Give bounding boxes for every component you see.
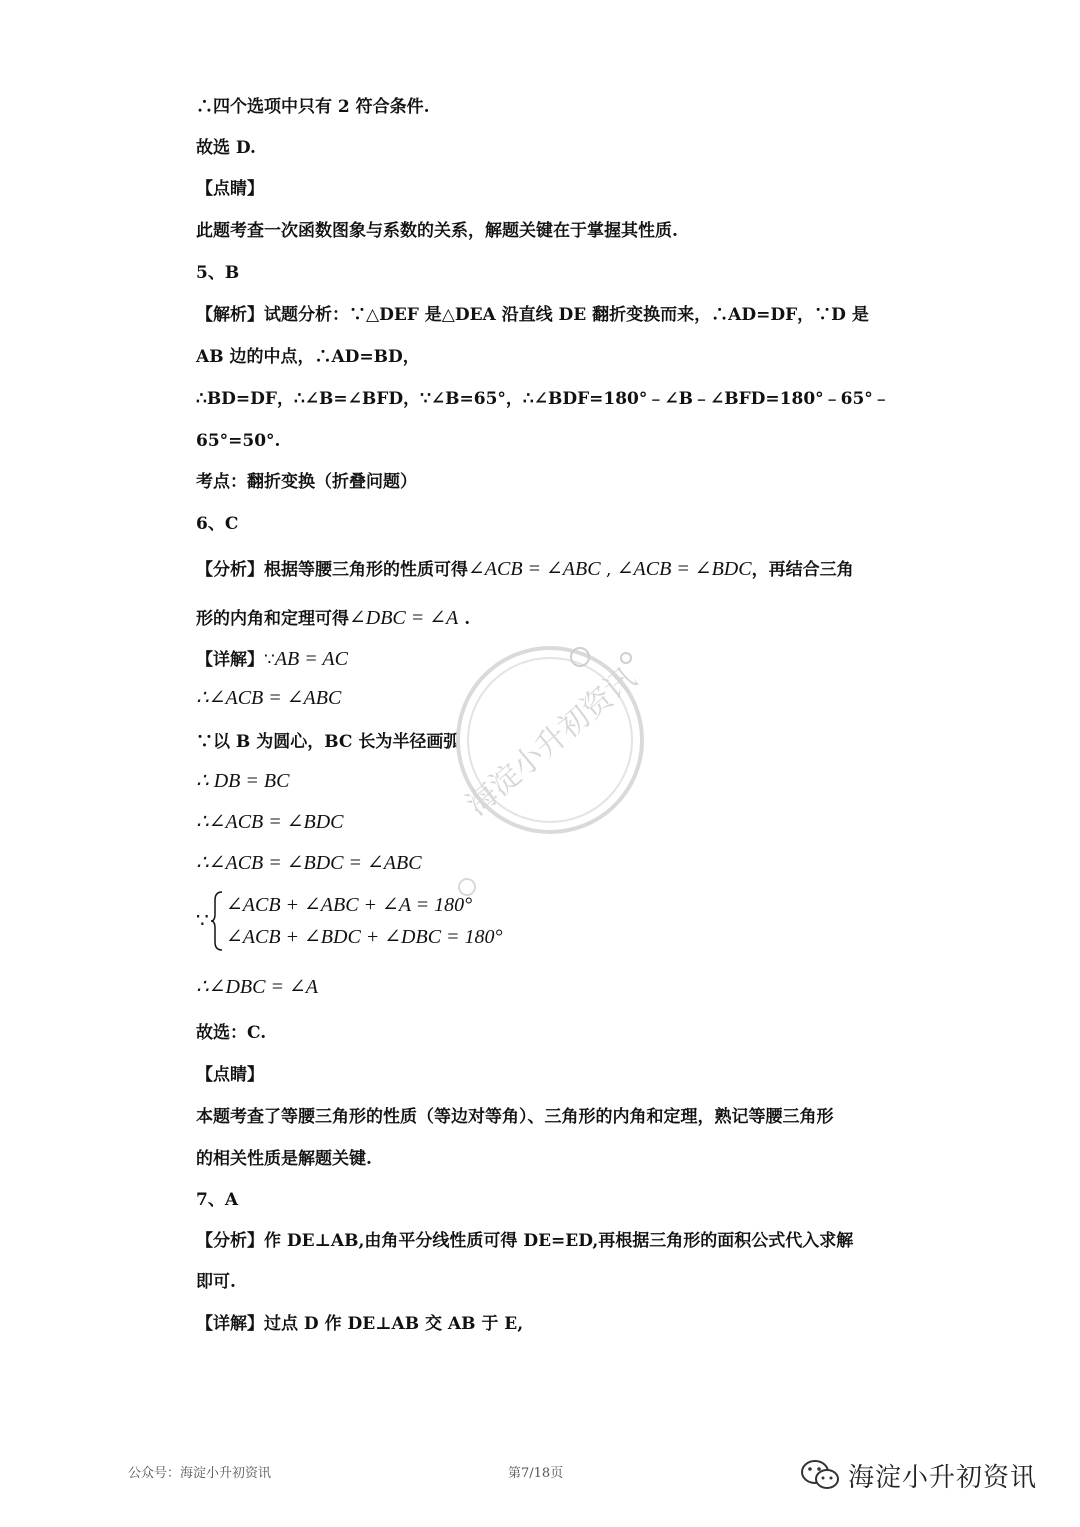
q7-analysis-1: 【分析】作 DE⊥AB,由角平分线性质可得 DE=ED,再根据三角形的面积公式代入求解 xyxy=(196,1231,854,1251)
equation-row-1: ∠ACB + ∠ABC + ∠A = 180° xyxy=(226,894,473,916)
watermark-seal xyxy=(450,640,650,840)
q6-step-2: ∵以 B 为圆心，BC 长为半径画弧 xyxy=(196,732,461,752)
q6-step-4: ∴∠ACB = ∠BDC xyxy=(196,811,344,833)
equation-row-2: ∠ACB + ∠BDC + ∠DBC = 180° xyxy=(226,926,503,948)
q6-analysis-line-2 xyxy=(196,607,470,630)
line-q6-head: 6、C xyxy=(196,514,239,534)
brand-name: 海淀小升初资讯 xyxy=(848,1462,1038,1493)
line-q5-analysis-1: 【解析】试题分析：∵△DEF 是△DEA 沿直线 DE 翻折变换而来，∴AD=DF，∵D 是 xyxy=(196,305,869,325)
q6-step-6: ∴∠DBC = ∠A xyxy=(196,976,318,998)
q6-tip-text-1: 本题考查了等腰三角形的性质（等边对等角）、三角形的内角和定理，熟记等腰三角形 xyxy=(196,1107,834,1127)
q6-eq-dbc-a: ∠DBC = ∠A xyxy=(349,607,459,629)
q7-detail: 【详解】过点 D 作 DE⊥AB 交 AB 于 E, xyxy=(196,1314,524,1334)
q6-detail-label: 【详解】 xyxy=(196,650,264,670)
q6-eq-sep: , xyxy=(600,560,617,580)
q7-analysis-2: 即可. xyxy=(196,1272,236,1292)
brand-badge xyxy=(800,1455,1037,1495)
line-q5-analysis-2: AB 边的中点，∴AD=BD， xyxy=(196,347,420,367)
footer-page-number: 第7/18页 xyxy=(508,1466,564,1481)
q6-step-5: ∴∠ACB = ∠BDC = ∠ABC xyxy=(196,852,422,874)
q6-choose: 故选：C. xyxy=(196,1023,267,1043)
q6-eq-acb-abc: ∠ACB = ∠ABC xyxy=(468,558,601,580)
q6-step-1: ∴∠ACB = ∠ABC xyxy=(196,687,342,709)
q6-tip-text-2: 的相关性质是解题关键. xyxy=(196,1149,372,1169)
line-q5-analysis-3: ∴BD=DF，∴∠B=∠BFD，∵∠B=65°，∴∠BDF=180°﹣∠B﹣∠BFD=180°﹣65°﹣ xyxy=(196,389,890,409)
equation-system xyxy=(196,890,536,952)
q6-analysis-label: 【分析】根据等腰三角形的性质可得 xyxy=(196,560,468,580)
wechat-icon xyxy=(800,1458,840,1492)
q6-analysis-line-1 xyxy=(196,558,854,581)
q6-eq-ab-ac: AB = AC xyxy=(274,648,348,670)
q6-eq-acb-bdc: ∠ACB = ∠BDC xyxy=(616,558,752,580)
line-conclusion: ∴四个选项中只有 2 符合条件. xyxy=(196,97,430,117)
decorative-circle-icon xyxy=(456,876,478,898)
line-q5-head: 5、B xyxy=(196,263,240,283)
line-choose-d: 故选 D. xyxy=(196,138,256,158)
q6-step-3: ∴ DB = BC xyxy=(196,770,290,792)
q6-analysis-tail: ，再结合三角 xyxy=(751,560,854,580)
q6-analysis-line2-text: 形的内角和定理可得 xyxy=(196,609,349,629)
footer-account: 公众号：海淀小升初资讯 xyxy=(128,1466,272,1481)
line-tip-text: 此题考查一次函数图象与系数的关系，解题关键在于掌握其性质. xyxy=(196,221,678,241)
line-q5-analysis-4: 65°=50°. xyxy=(196,431,281,451)
line-q7-head: 7、A xyxy=(196,1190,239,1210)
left-brace-icon xyxy=(210,890,224,952)
q6-tip-label: 【点睛】 xyxy=(196,1065,264,1085)
brace-because-symbol: ∵ xyxy=(196,908,209,932)
q6-detail-line-1 xyxy=(196,648,348,671)
line-q5-keypoint: 考点：翻折变换（折叠问题） xyxy=(196,472,417,492)
q6-analysis-end: . xyxy=(464,609,471,629)
line-tip-label: 【点睛】 xyxy=(196,179,264,199)
decorative-dots-icon xyxy=(568,646,638,670)
watermark-text: 海淀小升初资讯 xyxy=(459,661,644,823)
because-symbol: ∵ xyxy=(264,650,275,670)
